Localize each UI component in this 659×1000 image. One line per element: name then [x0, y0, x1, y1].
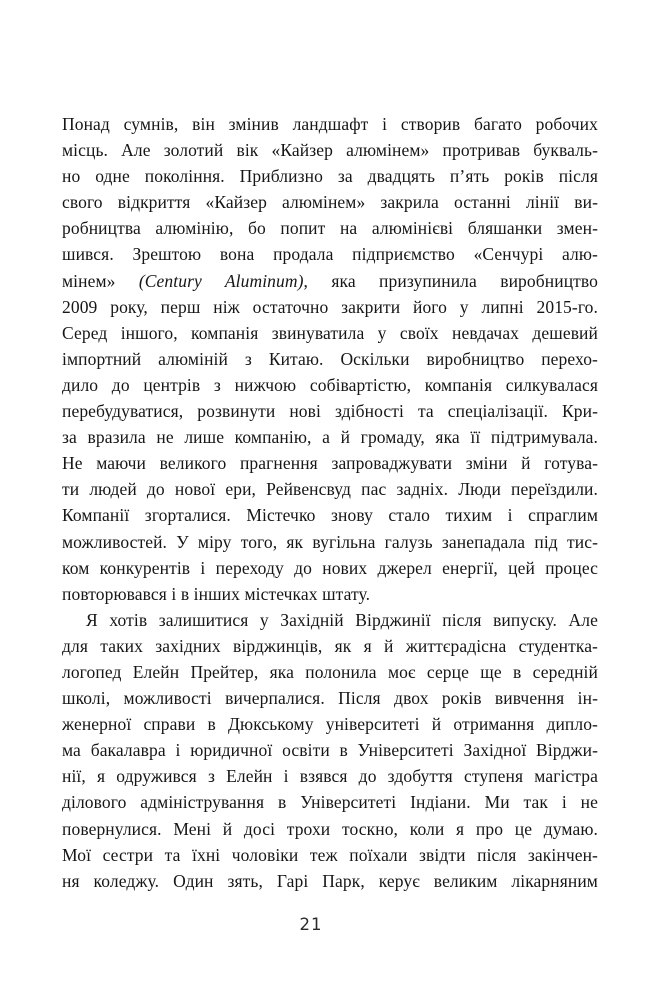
text-line	[62, 816, 598, 842]
text-line	[62, 424, 598, 450]
text-line	[62, 737, 598, 763]
text-run: Понад сумнів, він змінив ландшафт і створив багато робочих	[62, 114, 598, 134]
text-run: Компанії згорталися. Містечко знову стало тихим і спраглим	[62, 505, 598, 526]
text-line	[62, 633, 598, 659]
text-run: школі, можливості вичерпалися. Після двох років вивчення ін-	[62, 688, 598, 709]
page-number: 21	[299, 915, 323, 934]
text-line	[62, 137, 598, 163]
text-line	[62, 711, 598, 737]
text-run: но одне покоління. Приблизно за двадцять п’ять років після	[62, 166, 598, 187]
italic-text-run: (Century Aluminum)	[138, 270, 304, 291]
text-run: нії, я одружився з Елейн і взявся до здобуття ступеня магістра	[62, 766, 598, 787]
text-line	[62, 189, 598, 215]
text-line	[62, 581, 598, 607]
text-run: Серед іншого, компанія звинуватила у своїх невдачах дешевий	[62, 322, 598, 343]
text-line	[62, 372, 598, 398]
text-line	[62, 842, 598, 868]
text-line	[62, 502, 598, 528]
text-run: 2009 року, перш ніж остаточно закрити його у липні 2015-го.	[62, 296, 598, 317]
text-run: місць. Але золотий вік «Кайзер алюмінем» протривав букваль-	[62, 140, 598, 161]
text-run: логопед Елейн Прейтер, яка полонила моє серце ще в середній	[62, 661, 598, 682]
text-line	[62, 398, 598, 424]
text-line	[62, 294, 598, 320]
text-line	[62, 163, 598, 189]
text-run: перебудуватися, розвинути нові здібності та спеціалізації. Кри-	[62, 401, 598, 422]
text-run: , яка призупинила виробництво	[303, 270, 598, 291]
text-run: женерної справи в Дюкському університеті й отримання дипло-	[62, 714, 598, 735]
text-line	[62, 320, 598, 346]
text-line	[62, 868, 598, 894]
body-text	[62, 111, 598, 894]
text-run: повернулися. Мені й досі трохи тоскно, коли я про це думаю.	[62, 818, 598, 839]
text-run: ком конкурентів і переходу до нових джерел енергії, цей процес	[62, 557, 598, 578]
text-run: ма бакалавра і юридичної освіти в Університеті Західної Вірджи-	[62, 740, 598, 761]
text-line	[62, 789, 598, 815]
text-line	[62, 659, 598, 685]
text-run: робництва алюмінію, бо попит на алюмінієві бляшанки змен-	[62, 218, 598, 239]
text-run: ня коледжу. Один зять, Гарі Парк, керує великим лікарняним	[62, 870, 598, 891]
text-line	[62, 268, 598, 294]
text-run: свого відкриття «Кайзер алюмінем» закрила останні лінії ви-	[62, 192, 598, 213]
text-run: дило до центрів з нижчою собівартістю, компанія силкувалася	[62, 374, 598, 395]
text-run: Я хотів залишитися у Західній Вірджинії після випуску. Але	[86, 609, 598, 630]
text-line	[62, 111, 598, 137]
text-run: ділового адміністрування в Університеті Індіани. Ми так і не	[62, 792, 598, 813]
text-run: шився. Зрештою вона продала підприємство «Сенчурі алю-	[62, 244, 598, 265]
text-run: повторювався і в інших містечках штату.	[62, 583, 371, 604]
text-run: мінем»	[62, 270, 139, 291]
text-run: імпортний алюміній з Китаю. Оскільки виробництво перехо-	[62, 348, 598, 369]
text-line	[62, 215, 598, 241]
text-line	[62, 346, 598, 372]
text-run: Не маючи великого прагнення запроваджувати зміни й готува-	[62, 453, 598, 474]
text-line	[62, 607, 598, 633]
text-run: ти людей до нової ери, Рейвенсвуд пас задніх. Люди переїздили.	[62, 479, 598, 500]
text-line	[62, 529, 598, 555]
text-run: можливостей. У міру того, як вугільна галузь занепадала під тис-	[62, 531, 598, 552]
text-line	[62, 450, 598, 476]
text-run: за вразила не лише компанію, а й громаду, яка її підтримувала.	[62, 427, 598, 448]
text-line	[62, 476, 598, 502]
text-line	[62, 763, 598, 789]
text-line	[62, 241, 598, 267]
text-run: для таких західних вірджинців, як я й життєрадісна студентка-	[62, 635, 598, 656]
text-line	[62, 685, 598, 711]
text-run: Мої сестри та їхні чоловіки теж поїхали звідти після закінчен-	[62, 844, 598, 865]
text-line	[62, 555, 598, 581]
